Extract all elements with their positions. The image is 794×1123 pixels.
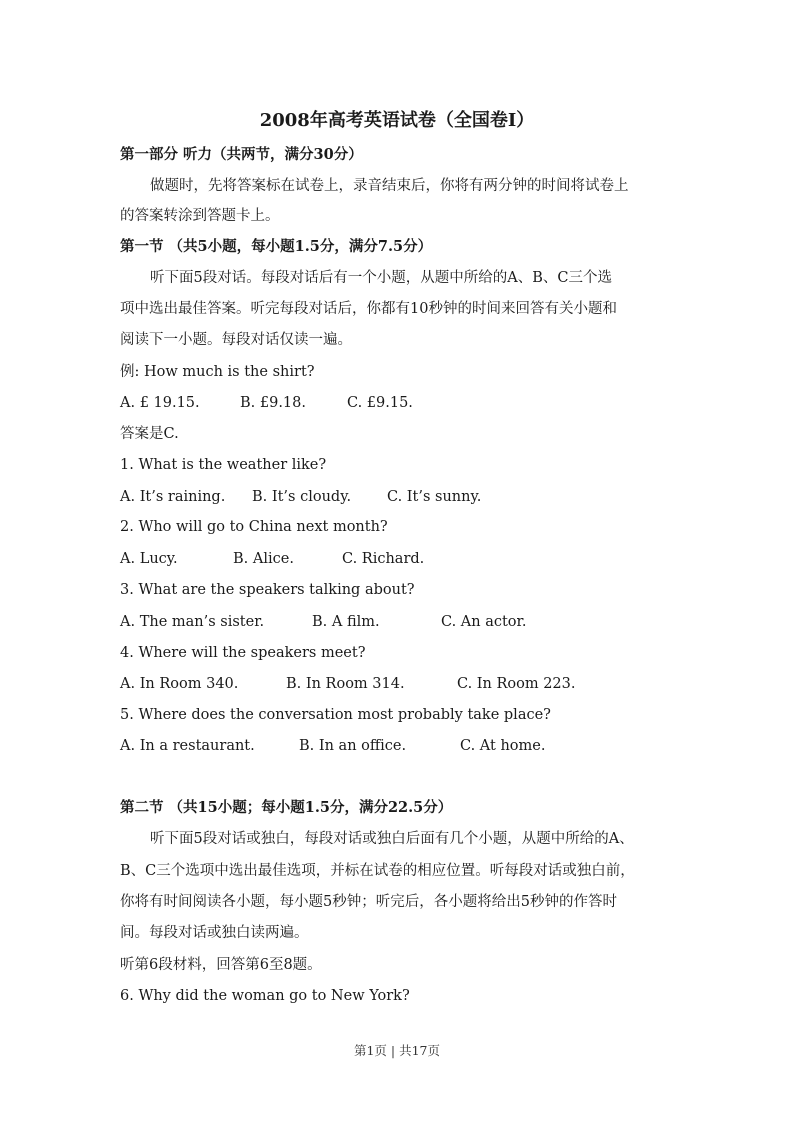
question-1: 1. What is the weather like? — [120, 457, 327, 473]
example-option-a: A. £ 19.15. — [120, 395, 200, 411]
section2-instruction-line4: 间。每段对话或独白读两遍。 — [120, 925, 309, 941]
section2-instruction-line1: 听下面5段对话或独白，每段对话或独白后面有几个小题，从题中所给的A、 — [150, 831, 634, 847]
question-5: 5. Where does the conversation most probably take place? — [120, 707, 551, 723]
document-title: 2008年高考英语试卷（全国卷Ⅰ） — [259, 110, 535, 131]
question-2-option-c: C. Richard. — [342, 551, 425, 567]
example-answer: 答案是C. — [120, 426, 179, 442]
question-4-option-a: A. In Room 340. — [120, 676, 239, 692]
section2-heading: 第二节 （共15小题；每小题1.5分，满分22.5分） — [120, 799, 453, 816]
part1-intro-line1: 做题时，先将答案标在试卷上，录音结束后，你将有两分钟的时间将试卷上 — [150, 178, 629, 194]
question-4-option-c: C. In Room 223. — [457, 676, 576, 692]
section1-instruction-line2: 项中选出最佳答案。听完每段对话后，你都有10秒钟的时间来回答有关小题和 — [120, 301, 617, 317]
page-footer: 第1页 | 共17页 — [353, 1043, 441, 1058]
example-question: 例: How much is the shirt? — [120, 364, 315, 380]
question-4-option-b: B. In Room 314. — [286, 676, 405, 692]
section1-instruction-line3: 阅读下一小题。每段对话仅读一遍。 — [120, 332, 352, 348]
section1-heading: 第一节 （共5小题，每小题1.5分，满分7.5分） — [120, 238, 433, 255]
example-option-b: B. £9.18. — [240, 395, 306, 411]
question-3-option-c: C. An actor. — [441, 614, 527, 630]
material-6-instruction: 听第6段材料，回答第6至8题。 — [120, 957, 322, 973]
question-2-option-a: A. Lucy. — [120, 551, 178, 567]
question-2: 2. Who will go to China next month? — [120, 519, 388, 535]
part1-intro-line2: 的答案转涂到答题卡上。 — [120, 208, 280, 224]
example-option-c: C. £9.15. — [347, 395, 413, 411]
question-6: 6. Why did the woman go to New York? — [120, 988, 410, 1004]
section2-instruction-line2: B、C三个选项中选出最佳选项，并标在试卷的相应位置。听每段对话或独白前， — [120, 863, 635, 879]
section2-instruction-line3: 你将有时间阅读各小题，每小题5秒钟；听完后，各小题将给出5秒钟的作答时 — [120, 894, 617, 910]
question-5-option-c: C. At home. — [460, 738, 546, 754]
question-1-option-b: B. It’s cloudy. — [252, 489, 352, 505]
section1-instruction-line1: 听下面5段对话。每段对话后有一个小题，从题中所给的A、B、C三个选 — [150, 270, 612, 286]
question-3-option-a: A. The man’s sister. — [120, 614, 265, 630]
question-5-option-a: A. In a restaurant. — [120, 738, 255, 754]
question-4: 4. Where will the speakers meet? — [120, 645, 366, 661]
part1-heading: 第一部分 听力（共两节，满分30分） — [120, 146, 363, 163]
question-2-option-b: B. Alice. — [233, 551, 294, 567]
question-3-option-b: B. A film. — [312, 614, 380, 630]
question-1-option-a: A. It’s raining. — [120, 489, 226, 505]
question-5-option-b: B. In an office. — [299, 738, 407, 754]
question-3: 3. What are the speakers talking about? — [120, 582, 415, 598]
question-1-option-c: C. It’s sunny. — [387, 489, 482, 505]
